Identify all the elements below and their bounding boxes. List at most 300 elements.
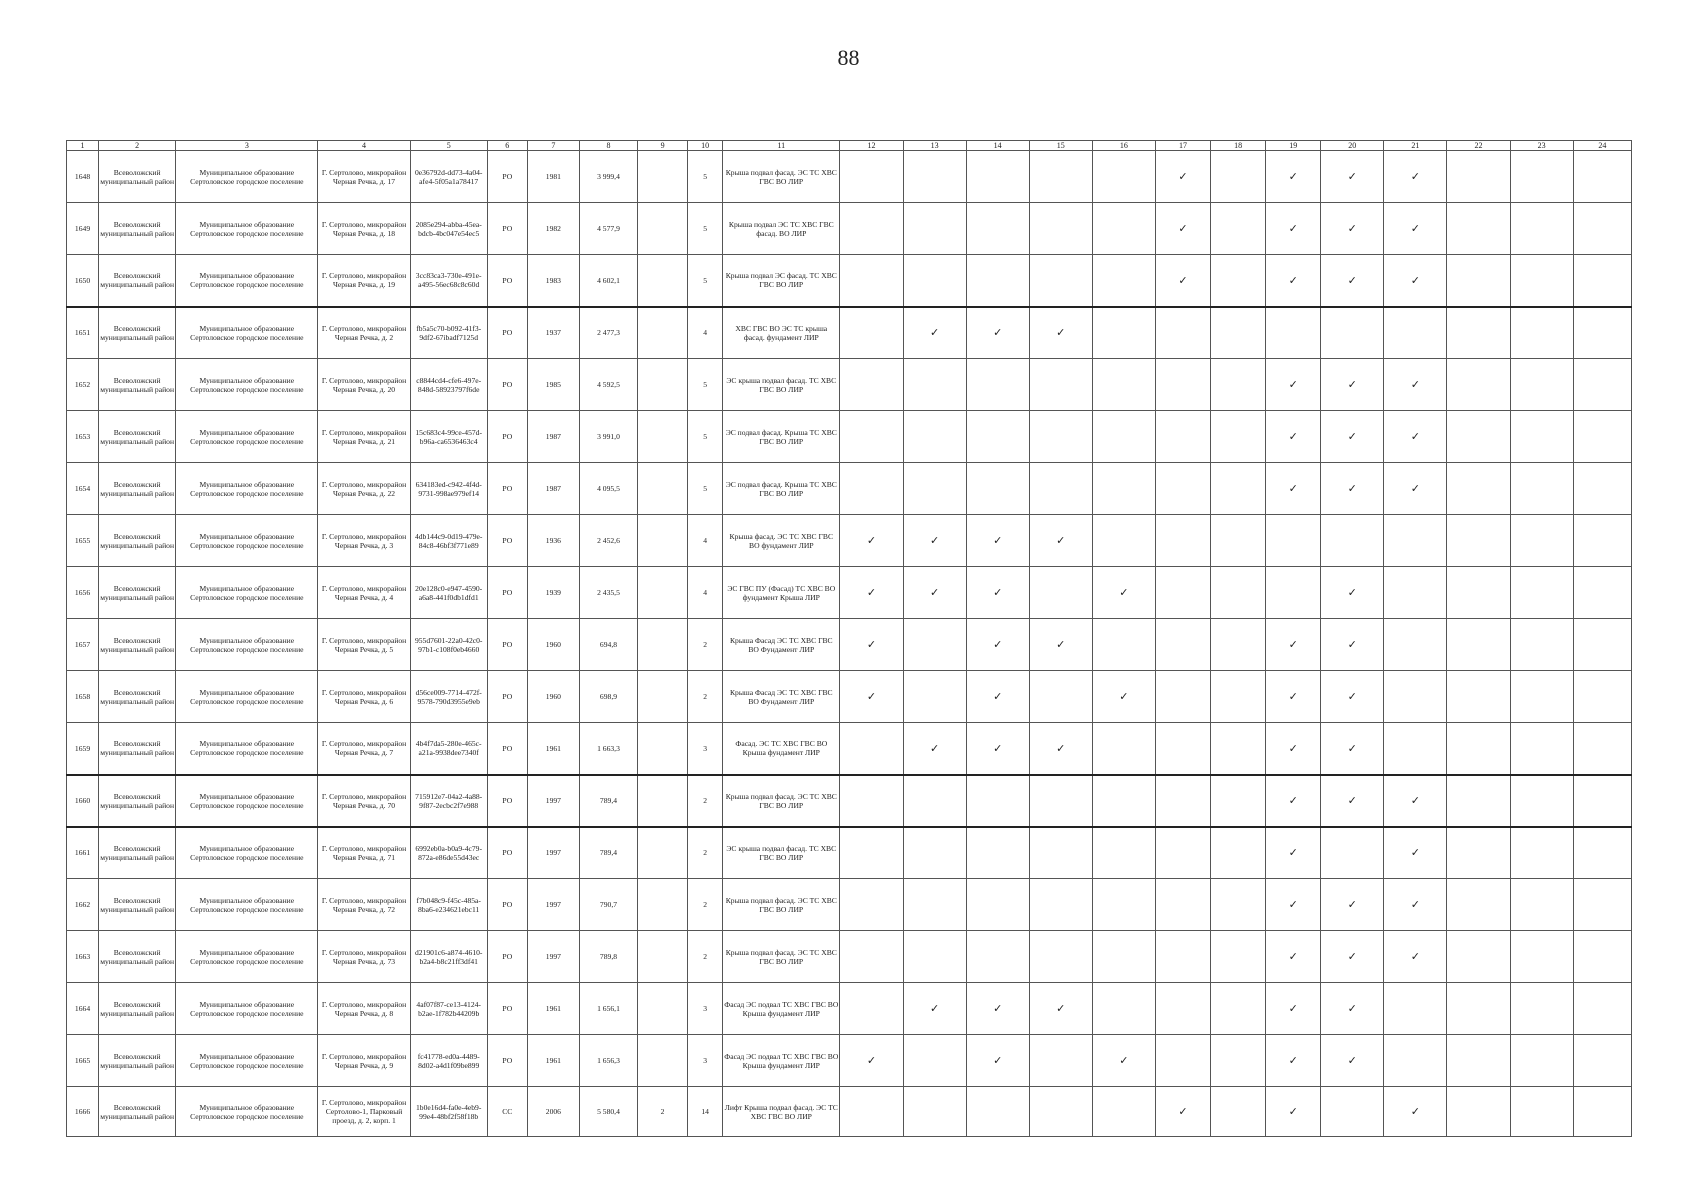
work-column-15-cell [1029,827,1092,879]
work-column-17-cell [1155,931,1210,983]
work-column-17-cell [1155,151,1210,203]
area-cell: 789,8 [579,931,637,983]
work-column-19-cell [1266,1087,1321,1137]
row-number-cell: 1652 [67,359,99,411]
work-column-19-cell [1266,827,1321,879]
floors-cell: 3 [688,723,723,775]
house-id-cell: 15c683c4-99ce-457d-b96a-ca6536463c4 [410,411,487,463]
work-column-23-cell [1510,151,1573,203]
work-column-14-cell [966,879,1029,931]
work-column-18-cell [1211,411,1266,463]
checkmark-icon: ✓ [993,1002,1003,1015]
area-cell: 790,7 [579,879,637,931]
work-column-13-cell [903,515,966,567]
checkmark-icon: ✓ [1347,898,1357,911]
table-body [67,151,1632,1137]
checkmark-icon: ✓ [993,638,1003,651]
work-column-14-cell [966,307,1029,359]
work-column-21-cell [1384,203,1447,255]
work-column-19-cell [1266,879,1321,931]
row-number-cell: 1659 [67,723,99,775]
work-column-17-cell [1155,1035,1210,1087]
type-cell: РО [487,983,527,1035]
work-column-15-cell [1029,671,1092,723]
work-column-20-cell [1321,879,1384,931]
year-cell: 1997 [527,775,579,827]
work-column-23-cell [1510,879,1573,931]
work-column-17-cell [1155,307,1210,359]
checkmark-icon: ✓ [1410,898,1420,911]
row-number-cell: 1660 [67,775,99,827]
house-id-cell: 1b0e16d4-fa0e-4eb9-99e4-48bf2f58f18b [410,1087,487,1137]
work-column-19-cell [1266,567,1321,619]
work-column-20-cell [1321,307,1384,359]
municipality-cell: Муниципальное образование Сертоловское городское поселение [176,619,318,671]
checkmark-icon: ✓ [1347,794,1357,807]
works-list-cell: Фасад. ЭС ТС ХВС ГВС ВО Крыша фундамент ЛИР [723,723,840,775]
checkmark-icon: ✓ [1178,1105,1188,1118]
work-column-12-cell [840,203,903,255]
work-column-22-cell [1447,359,1510,411]
column-number-1: 1 [67,141,99,151]
row-number-cell: 1654 [67,463,99,515]
row-number-cell: 1656 [67,567,99,619]
work-column-22-cell [1447,515,1510,567]
work-column-16-cell [1092,1087,1155,1137]
type-cell: СС [487,1087,527,1137]
checkmark-icon: ✓ [1056,1002,1066,1015]
work-column-22-cell [1447,879,1510,931]
column-number-9: 9 [638,141,688,151]
housing-registry-table [66,140,1632,1137]
area-cell: 698,9 [579,671,637,723]
work-column-16-cell [1092,203,1155,255]
work-column-19-cell [1266,775,1321,827]
address-cell: Г. Сертолово, микрорайон Сертолово-1, Парковый проезд, д. 2, корп. 1 [318,1087,410,1137]
work-column-19-cell [1266,931,1321,983]
municipality-cell: Муниципальное образование Сертоловское городское поселение [176,307,318,359]
checkmark-icon: ✓ [1288,430,1298,443]
work-column-14-cell [966,1035,1029,1087]
work-column-14-cell [966,827,1029,879]
work-column-16-cell [1092,723,1155,775]
checkmark-icon: ✓ [1288,898,1298,911]
municipality-cell: Муниципальное образование Сертоловское городское поселение [176,983,318,1035]
column-9-cell [638,307,688,359]
work-column-23-cell [1510,307,1573,359]
work-column-22-cell [1447,1087,1510,1137]
work-column-13-cell [903,879,966,931]
checkmark-icon: ✓ [929,534,940,547]
work-column-23-cell [1510,359,1573,411]
municipality-cell: Муниципальное образование Сертоловское городское поселение [176,775,318,827]
work-column-17-cell [1155,671,1210,723]
area-cell: 4 602,1 [579,255,637,307]
table-row [67,411,1632,463]
work-column-22-cell [1447,619,1510,671]
type-cell: РО [487,515,527,567]
work-column-17-cell [1155,255,1210,307]
year-cell: 1997 [527,827,579,879]
district-cell: Всеволожский муниципальный район [99,723,176,775]
house-id-cell: 6992eb0a-b0a9-4c79-872a-e86de55d43ec [410,827,487,879]
work-column-13-cell [903,151,966,203]
checkmark-icon: ✓ [1288,222,1298,235]
area-cell: 789,4 [579,775,637,827]
work-column-24-cell [1573,879,1631,931]
work-column-13-cell [903,1035,966,1087]
work-column-18-cell [1211,1035,1266,1087]
year-cell: 1987 [527,411,579,463]
work-column-17-cell [1155,879,1210,931]
work-column-21-cell [1384,983,1447,1035]
municipality-cell: Муниципальное образование Сертоловское городское поселение [176,255,318,307]
address-cell: Г. Сертолово, микрорайон Черная Речка, д. 3 [318,515,410,567]
works-list-cell: Крыша подвал фасад. ЭС ТС ХВС ГВС ВО ЛИР [723,151,840,203]
work-column-20-cell [1321,775,1384,827]
municipality-cell: Муниципальное образование Сертоловское городское поселение [176,515,318,567]
row-number-cell: 1665 [67,1035,99,1087]
work-column-24-cell [1573,1035,1631,1087]
checkmark-icon: ✓ [1347,586,1357,599]
house-id-cell: fb5a5c70-b092-41f3-9df2-67ibadf7125d [410,307,487,359]
checkmark-icon: ✓ [1410,378,1420,391]
work-column-15-cell [1029,255,1092,307]
checkmark-icon: ✓ [1410,846,1420,860]
year-cell: 1961 [527,723,579,775]
type-cell: РО [487,411,527,463]
checkmark-icon: ✓ [866,534,877,547]
column-number-10: 10 [688,141,723,151]
work-column-24-cell [1573,983,1631,1035]
checkmark-icon: ✓ [1347,1002,1357,1015]
address-cell: Г. Сертолово, микрорайон Черная Речка, д. 73 [318,931,410,983]
work-column-13-cell [903,931,966,983]
work-column-23-cell [1510,1087,1573,1137]
work-column-16-cell [1092,411,1155,463]
work-column-23-cell [1510,463,1573,515]
work-column-12-cell [840,723,903,775]
checkmark-icon: ✓ [929,586,940,599]
works-list-cell: Крыша фасад. ЭС ТС ХВС ГВС ВО фундамент ЛИР [723,515,840,567]
house-id-cell: 0e36792d-dd73-4a04-afe4-5f05a1a78417 [410,151,487,203]
row-number-cell: 1663 [67,931,99,983]
work-column-24-cell [1573,151,1631,203]
work-column-16-cell [1092,619,1155,671]
column-number-11: 11 [723,141,840,151]
floors-cell: 4 [688,567,723,619]
type-cell: РО [487,463,527,515]
column-number-21: 21 [1384,141,1447,151]
work-column-20-cell [1321,723,1384,775]
checkmark-icon: ✓ [1178,222,1188,235]
work-column-13-cell [903,775,966,827]
district-cell: Всеволожский муниципальный район [99,619,176,671]
work-column-22-cell [1447,775,1510,827]
work-column-18-cell [1211,255,1266,307]
work-column-22-cell [1447,463,1510,515]
municipality-cell: Муниципальное образование Сертоловское городское поселение [176,879,318,931]
column-number-3: 3 [176,141,318,151]
work-column-19-cell [1266,255,1321,307]
column-number-24: 24 [1573,141,1631,151]
work-column-20-cell [1321,827,1384,879]
work-column-22-cell [1447,411,1510,463]
work-column-20-cell [1321,983,1384,1035]
work-column-15-cell [1029,1087,1092,1137]
floors-cell: 14 [688,1087,723,1137]
row-number-cell: 1650 [67,255,99,307]
work-column-18-cell [1211,931,1266,983]
table-row [67,879,1632,931]
house-id-cell: 955d7601-22a0-42c0-97b1-c108f0eb4660 [410,619,487,671]
floors-cell: 2 [688,931,723,983]
house-id-cell: 2085e294-abba-45ea-bdcb-4bc047e54ec5 [410,203,487,255]
work-column-14-cell [966,463,1029,515]
column-9-cell [638,827,688,879]
work-column-23-cell [1510,723,1573,775]
checkmark-icon: ✓ [1288,846,1298,860]
municipality-cell: Муниципальное образование Сертоловское городское поселение [176,463,318,515]
work-column-14-cell [966,723,1029,775]
column-9-cell [638,203,688,255]
work-column-24-cell [1573,775,1631,827]
work-column-19-cell [1266,463,1321,515]
work-column-12-cell [840,671,903,723]
work-column-23-cell [1510,255,1573,307]
work-column-21-cell [1384,775,1447,827]
district-cell: Всеволожский муниципальный район [99,151,176,203]
works-list-cell: ЭС подвал фасад. Крыша ТС ХВС ГВС ВО ЛИР [723,463,840,515]
year-cell: 2006 [527,1087,579,1137]
address-cell: Г. Сертолово, микрорайон Черная Речка, д. 70 [318,775,410,827]
works-list-cell: Фасад ЭС подвал ТС ХВС ГВС ВО Крыша фундамент ЛИР [723,1035,840,1087]
column-9-cell [638,255,688,307]
work-column-13-cell [903,307,966,359]
work-column-17-cell [1155,1087,1210,1137]
column-number-17: 17 [1155,141,1210,151]
checkmark-icon: ✓ [1288,690,1298,703]
type-cell: РО [487,203,527,255]
year-cell: 1981 [527,151,579,203]
address-cell: Г. Сертолово, микрорайон Черная Речка, д. 72 [318,879,410,931]
work-column-24-cell [1573,567,1631,619]
work-column-21-cell [1384,411,1447,463]
work-column-20-cell [1321,567,1384,619]
work-column-20-cell [1321,931,1384,983]
work-column-21-cell [1384,567,1447,619]
works-list-cell: Лифт Крыша подвал фасад. ЭС ТС ХВС ГВС ВО ЛИР [723,1087,840,1137]
work-column-13-cell [903,983,966,1035]
address-cell: Г. Сертолово, микрорайон Черная Речка, д. 2 [318,307,410,359]
work-column-23-cell [1510,827,1573,879]
area-cell: 4 095,5 [579,463,637,515]
work-column-20-cell [1321,1087,1384,1137]
district-cell: Всеволожский муниципальный район [99,1087,176,1137]
year-cell: 1937 [527,307,579,359]
checkmark-icon: ✓ [1119,690,1129,703]
work-column-21-cell [1384,827,1447,879]
work-column-13-cell [903,619,966,671]
checkmark-icon: ✓ [1288,170,1298,183]
checkmark-icon: ✓ [1410,170,1420,183]
work-column-19-cell [1266,151,1321,203]
work-column-24-cell [1573,1087,1631,1137]
year-cell: 1983 [527,255,579,307]
checkmark-icon: ✓ [1056,741,1066,755]
district-cell: Всеволожский муниципальный район [99,203,176,255]
area-cell: 1 663,3 [579,723,637,775]
municipality-cell: Муниципальное образование Сертоловское городское поселение [176,1087,318,1137]
column-9-cell [638,567,688,619]
row-number-cell: 1664 [67,983,99,1035]
column-number-15: 15 [1029,141,1092,151]
checkmark-icon: ✓ [1288,273,1298,287]
work-column-16-cell [1092,255,1155,307]
work-column-17-cell [1155,359,1210,411]
area-cell: 1 656,3 [579,1035,637,1087]
work-column-18-cell [1211,203,1266,255]
checkmark-icon: ✓ [866,1054,877,1067]
work-column-13-cell [903,203,966,255]
work-column-12-cell [840,307,903,359]
work-column-16-cell [1092,515,1155,567]
municipality-cell: Муниципальное образование Сертоловское городское поселение [176,827,318,879]
floors-cell: 2 [688,879,723,931]
floors-cell: 4 [688,307,723,359]
work-column-20-cell [1321,359,1384,411]
table-row [67,203,1632,255]
work-column-17-cell [1155,203,1210,255]
work-column-18-cell [1211,671,1266,723]
work-column-17-cell [1155,463,1210,515]
type-cell: РО [487,359,527,411]
municipality-cell: Муниципальное образование Сертоловское городское поселение [176,671,318,723]
work-column-13-cell [903,255,966,307]
work-column-14-cell [966,359,1029,411]
year-cell: 1960 [527,671,579,723]
work-column-20-cell [1321,411,1384,463]
column-9-cell [638,671,688,723]
checkmark-icon: ✓ [1178,170,1188,183]
work-column-21-cell [1384,255,1447,307]
work-column-17-cell [1155,619,1210,671]
type-cell: РО [487,151,527,203]
column-9-cell [638,1035,688,1087]
checkmark-icon: ✓ [993,326,1003,340]
work-column-15-cell [1029,1035,1092,1087]
checkmark-icon: ✓ [993,586,1003,599]
district-cell: Всеволожский муниципальный район [99,931,176,983]
work-column-15-cell [1029,775,1092,827]
table-row [67,567,1632,619]
work-column-18-cell [1211,827,1266,879]
work-column-15-cell [1029,931,1092,983]
floors-cell: 5 [688,203,723,255]
house-id-cell: 20e128c0-e947-4590-a6a8-441f0db1dfd1 [410,567,487,619]
work-column-18-cell [1211,723,1266,775]
column-number-22: 22 [1447,141,1510,151]
row-number-cell: 1655 [67,515,99,567]
work-column-22-cell [1447,151,1510,203]
work-column-12-cell [840,411,903,463]
work-column-22-cell [1447,827,1510,879]
column-9-cell [638,775,688,827]
work-column-13-cell [903,723,966,775]
work-column-12-cell [840,827,903,879]
municipality-cell: Муниципальное образование Сертоловское городское поселение [176,411,318,463]
checkmark-icon: ✓ [929,1002,940,1015]
floors-cell: 2 [688,619,723,671]
checkmark-icon: ✓ [1410,222,1420,235]
column-9-cell [638,723,688,775]
work-column-15-cell [1029,359,1092,411]
year-cell: 1936 [527,515,579,567]
work-column-24-cell [1573,515,1631,567]
work-column-18-cell [1211,463,1266,515]
work-column-17-cell [1155,723,1210,775]
work-column-12-cell [840,463,903,515]
column-number-23: 23 [1510,141,1573,151]
house-id-cell: d21901c6-a874-4610-b2a4-b8c21ff3df41 [410,931,487,983]
checkmark-icon: ✓ [993,534,1003,547]
house-id-cell: d56ce009-7714-472f-9578-790d3955e9eb [410,671,487,723]
work-column-15-cell [1029,723,1092,775]
table-row [67,1035,1632,1087]
work-column-13-cell [903,671,966,723]
work-column-19-cell [1266,307,1321,359]
checkmark-icon: ✓ [1288,378,1298,391]
work-column-13-cell [903,359,966,411]
work-column-24-cell [1573,671,1631,723]
work-column-23-cell [1510,411,1573,463]
floors-cell: 5 [688,151,723,203]
column-number-16: 16 [1092,141,1155,151]
work-column-22-cell [1447,307,1510,359]
district-cell: Всеволожский муниципальный район [99,255,176,307]
address-cell: Г. Сертолово, микрорайон Черная Речка, д. 7 [318,723,410,775]
checkmark-icon: ✓ [1347,950,1357,963]
work-column-24-cell [1573,827,1631,879]
row-number-cell: 1661 [67,827,99,879]
column-9-cell: 2 [638,1087,688,1137]
work-column-13-cell [903,567,966,619]
district-cell: Всеволожский муниципальный район [99,411,176,463]
column-9-cell [638,463,688,515]
work-column-15-cell [1029,463,1092,515]
work-column-15-cell [1029,879,1092,931]
table-row [67,723,1632,775]
checkmark-icon: ✓ [1347,482,1357,495]
year-cell: 1960 [527,619,579,671]
house-id-cell: 634183ed-c942-4f4d-9731-998ae979ef14 [410,463,487,515]
house-id-cell: 4b4f7da5-280e-465c-a21a-9938dee7340f [410,723,487,775]
work-column-23-cell [1510,671,1573,723]
works-list-cell: ЭС подвал фасад. Крыша ТС ХВС ГВС ВО ЛИР [723,411,840,463]
row-number-cell: 1658 [67,671,99,723]
works-list-cell: Крыша подвал ЭС фасад. ТС ХВС ГВС ВО ЛИР [723,255,840,307]
work-column-12-cell [840,983,903,1035]
column-number-13: 13 [903,141,966,151]
district-cell: Всеволожский муниципальный район [99,1035,176,1087]
checkmark-icon: ✓ [929,741,940,755]
work-column-14-cell [966,931,1029,983]
area-cell: 2 477,3 [579,307,637,359]
column-number-header-row [67,141,1632,151]
checkmark-icon: ✓ [1410,273,1420,287]
work-column-19-cell [1266,671,1321,723]
work-column-23-cell [1510,567,1573,619]
